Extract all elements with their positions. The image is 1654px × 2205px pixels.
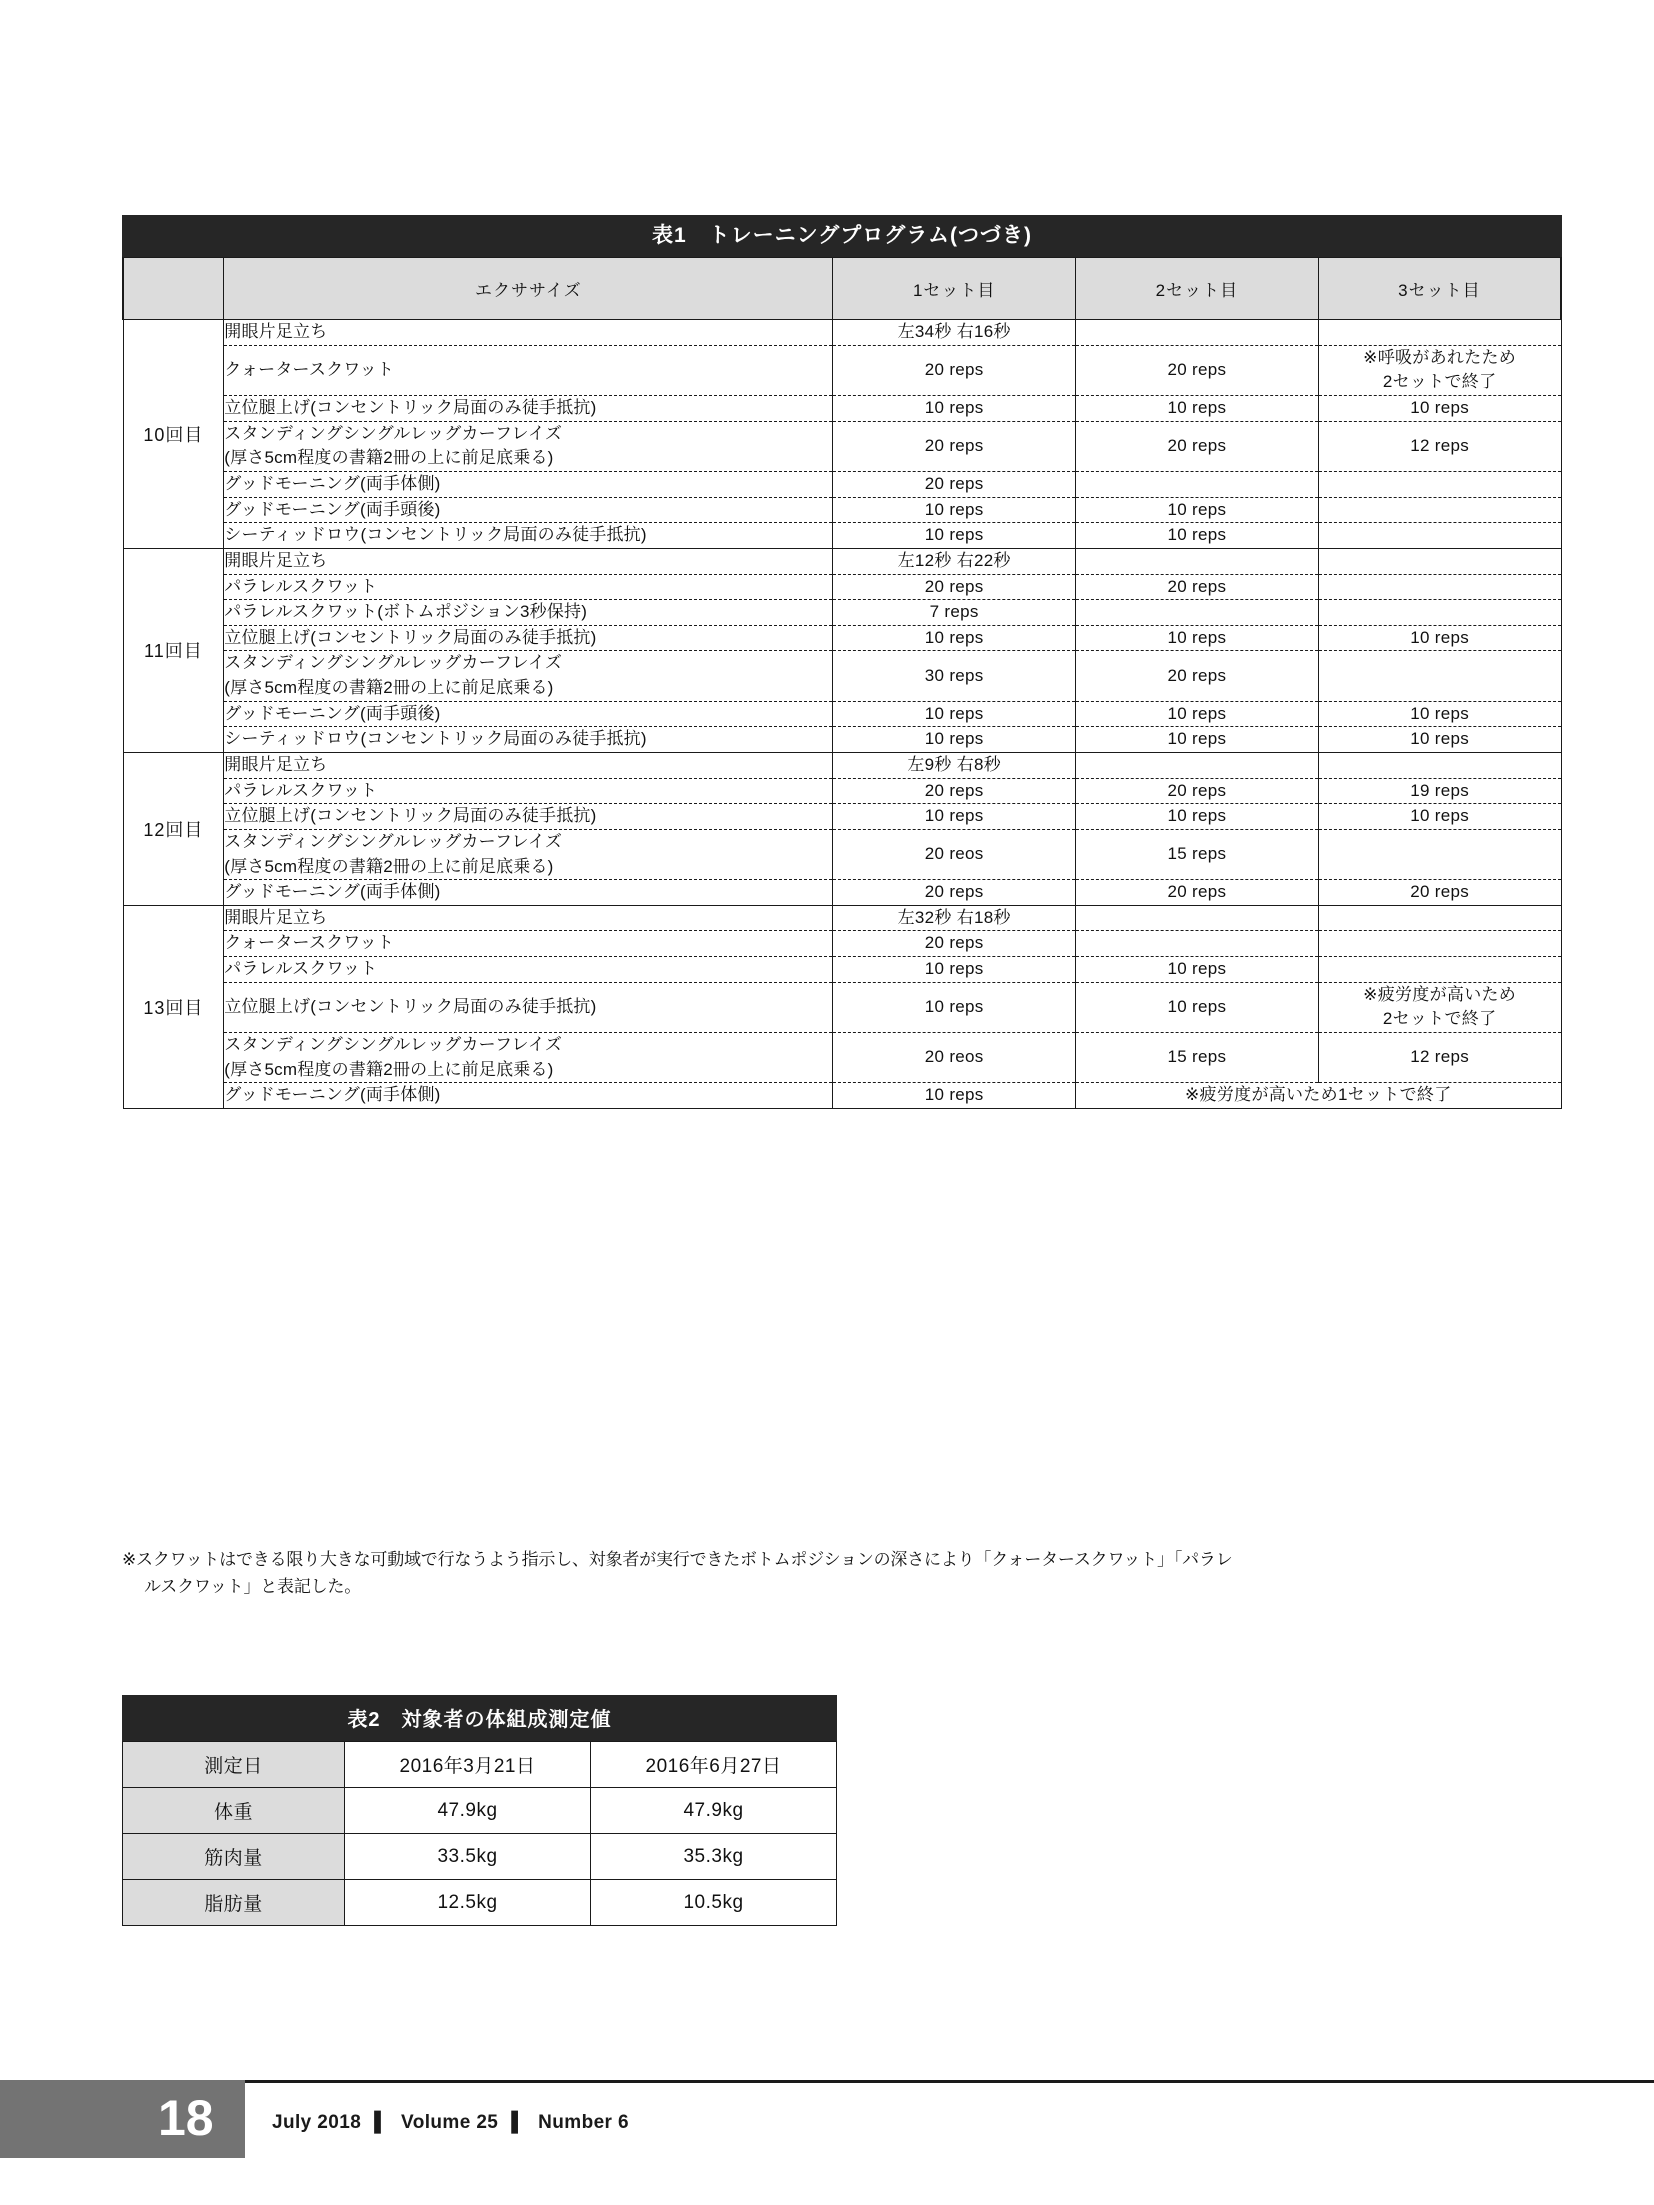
table1-set2-value: 15 reps [1076,829,1319,879]
table1-set1-value: 左12秒 右22秒 [833,548,1076,574]
table1-set1-value: 左34秒 右16秒 [833,320,1076,346]
table1-exercise-name: シーティッドロウ(コンセントリック局面のみ徒手抵抗) [224,727,833,753]
table1-row [123,548,1561,574]
table1-row [123,396,1561,422]
table1-set3-value [1318,574,1561,600]
footer-number: Number 6 [538,2112,629,2133]
table1-set3-value-line2: 2セットで終了 [1382,372,1497,392]
table1-set2-header: 2セット目 [1076,258,1319,320]
table1-row [123,931,1561,957]
table1-row [123,880,1561,906]
table1-set1-value: 10 reps [833,497,1076,523]
table1-set2-value: 10 reps [1076,701,1319,727]
table2-row [123,1742,837,1788]
table1-row [123,804,1561,830]
table2-row [123,1788,837,1834]
table1-exercise-subtext: (厚さ5cm程度の書籍2冊の上に前足底乗る) [224,678,554,698]
table1-set3-value [1318,931,1561,957]
table1-exercise-name: 立位腿上げ(コンセントリック局面のみ徒手抵抗) [224,804,833,830]
table1 [122,257,1562,1109]
table2-title: 表2 対象者の体組成測定値 [122,1695,837,1741]
table1-exercise-name: 立位腿上げ(コンセントリック局面のみ徒手抵抗) [224,625,833,651]
table1-set3-value: 12 reps [1318,1033,1561,1083]
table1-set3-value [1318,497,1561,523]
table1-exercise-name: 開眼片足立ち [224,548,833,574]
table1-exercise-name: グッドモーニング(両手頭後) [224,497,833,523]
table1-set3-value [1318,320,1561,346]
table1-set1-value: 10 reps [833,804,1076,830]
page-number: 18 [158,2090,214,2146]
table1-row [123,320,1561,346]
table1-set1-value: 10 reps [833,982,1076,1032]
table1-set3-value: ※呼吸があれたため 2セットで終了 [1318,345,1561,395]
footer-citation [272,2112,629,2134]
table1-row [123,345,1561,395]
table2-value-col2: 35.3kg [591,1834,837,1880]
table1-set2-value [1076,905,1319,931]
table1-exercise-name: クォータースクワット [224,345,833,395]
footer-volume: Volume 25 [401,2112,499,2133]
footer-rule [245,2080,1654,2083]
table1-row [123,905,1561,931]
table1-set1-value: 10 reps [833,1083,1076,1109]
table1-set3-value-line2: 2セットで終了 [1382,1009,1497,1029]
table2-row-label: 筋肉量 [123,1834,345,1880]
table1-set1-value: 左32秒 右18秒 [833,905,1076,931]
table1-exercise-name: パラレルスクワット(ボトムポジション3秒保持) [224,600,833,626]
table1-set3-value [1318,471,1561,497]
table1-row [123,778,1561,804]
table1-set2-value: 10 reps [1076,396,1319,422]
table1-exercise-header: エクササイズ [224,258,833,320]
table1-exercise-name: グッドモーニング(両手体側) [224,1083,833,1109]
table1-row [123,1033,1561,1083]
table1-set2-value: 10 reps [1076,497,1319,523]
table1-set2-value: 20 reps [1076,574,1319,600]
table1-exercise-name: グッドモーニング(両手頭後) [224,701,833,727]
table1-exercise-name: スタンディングシングルレッグカーフレイズ (厚さ5cm程度の書籍2冊の上に前足底乗る) [224,421,833,471]
table1-set2-value: 20 reps [1076,421,1319,471]
table2-value-col1: 2016年3月21日 [345,1742,591,1788]
table1-exercise-name: スタンディングシングルレッグカーフレイズ (厚さ5cm程度の書籍2冊の上に前足底乗る) [224,829,833,879]
table1-set3-value [1318,905,1561,931]
table1-row [123,574,1561,600]
table1-set1-value: 30 reps [833,651,1076,701]
table1-set1-value: 20 reps [833,931,1076,957]
table1-set2-value [1076,471,1319,497]
table1-set2-value: 10 reps [1076,804,1319,830]
table1-session-label: 10回目 [123,320,224,549]
table2-container [122,1695,837,1926]
table1-exercise-name: 立位腿上げ(コンセントリック局面のみ徒手抵抗) [224,982,833,1032]
table1-set3-value: 10 reps [1318,727,1561,753]
table1-set1-value: 10 reps [833,701,1076,727]
table1-set1-value: 10 reps [833,523,1076,549]
table1-exercise-name: パラレルスクワット [224,778,833,804]
table1-set1-value: 20 reps [833,880,1076,906]
footer-date: July 2018 [272,2112,362,2133]
table1-set1-value: 20 reos [833,1033,1076,1083]
table1-row [123,752,1561,778]
table1-set2-value [1076,600,1319,626]
table1-set3-value: 20 reps [1318,880,1561,906]
table1-set3-value [1318,829,1561,879]
table2-value-col2: 2016年6月27日 [591,1742,837,1788]
table2 [122,1741,837,1926]
table1-set3-value [1318,752,1561,778]
table1-row [123,829,1561,879]
table1-note-merged: ※疲労度が高いため1セットで終了 [1076,1083,1561,1109]
table1-row [123,421,1561,471]
footnote-line-2: ルスクワット」と表記した。 [144,1577,362,1597]
table1-set2-value [1076,752,1319,778]
table1-set1-value: 10 reps [833,625,1076,651]
table2-row-label: 脂肪量 [123,1880,345,1926]
table1-set1-value: 10 reps [833,727,1076,753]
table1-set3-value: 10 reps [1318,396,1561,422]
table1-set1-value: 20 reps [833,574,1076,600]
table1-row [123,701,1561,727]
table1-row [123,1083,1561,1109]
table1-session-label: 12回目 [123,752,224,905]
table1-set1-value: 20 reps [833,421,1076,471]
table1-exercise-name: スタンディングシングルレッグカーフレイズ (厚さ5cm程度の書籍2冊の上に前足底乗る) [224,651,833,701]
table1-container [122,215,1562,1109]
table1-set3-value: ※疲労度が高いため 2セットで終了 [1318,982,1561,1032]
table1-set2-value: 10 reps [1076,957,1319,983]
table1-row [123,727,1561,753]
table1-row [123,651,1561,701]
table1-exercise-name: パラレルスクワット [224,957,833,983]
table1-exercise-name: グッドモーニング(両手体側) [224,471,833,497]
table1-row [123,982,1561,1032]
table1-header-row [123,258,1561,320]
table1-set3-header: 3セット目 [1318,258,1561,320]
table1-set2-value [1076,320,1319,346]
table1-exercise-name: グッドモーニング(両手体側) [224,880,833,906]
table1-set2-value [1076,931,1319,957]
table2-row-label: 体重 [123,1788,345,1834]
table1-set1-value: 20 reos [833,829,1076,879]
footer-separator-1-icon: ▌ [374,2112,389,2133]
table1-exercise-name: 立位腿上げ(コンセントリック局面のみ徒手抵抗) [224,396,833,422]
table1-session-label: 11回目 [123,548,224,752]
table1-title: 表1 トレーニングプログラム(つづき) [122,215,1562,257]
table1-set3-value [1318,651,1561,701]
table1-exercise-name: パラレルスクワット [224,574,833,600]
table1-set2-value: 20 reps [1076,345,1319,395]
table2-value-col2: 10.5kg [591,1880,837,1926]
table1-set3-value [1318,523,1561,549]
table1-row [123,523,1561,549]
table1-row [123,497,1561,523]
table2-row [123,1834,837,1880]
table1-set1-value: 10 reps [833,396,1076,422]
table1-row [123,471,1561,497]
table2-value-col1: 33.5kg [345,1834,591,1880]
table2-value-col1: 47.9kg [345,1788,591,1834]
table1-exercise-name: クォータースクワット [224,931,833,957]
table1-set1-header: 1セット目 [833,258,1076,320]
table1-exercise-subtext: (厚さ5cm程度の書籍2冊の上に前足底乗る) [224,448,554,468]
table1-set1-value: 7 reps [833,600,1076,626]
table1-set1-value: 20 reps [833,471,1076,497]
table1-set3-value [1318,600,1561,626]
table1-set3-value [1318,957,1561,983]
table1-set2-value: 15 reps [1076,1033,1319,1083]
table1-exercise-name: 開眼片足立ち [224,905,833,931]
table1-session-header [123,258,224,320]
table1-set3-value [1318,548,1561,574]
table1-exercise-name: スタンディングシングルレッグカーフレイズ (厚さ5cm程度の書籍2冊の上に前足底乗る) [224,1033,833,1083]
table1-set2-value: 20 reps [1076,651,1319,701]
table1-row [123,957,1561,983]
table1-set2-value: 10 reps [1076,982,1319,1032]
table1-exercise-name: 開眼片足立ち [224,752,833,778]
table1-set3-value: 10 reps [1318,804,1561,830]
table1-set3-value: 19 reps [1318,778,1561,804]
table1-session-label: 13回目 [123,905,224,1108]
table1-exercise-name: 開眼片足立ち [224,320,833,346]
footer-separator-2-icon: ▌ [511,2112,526,2133]
table2-row-label: 測定日 [123,1742,345,1788]
table1-set2-value: 20 reps [1076,778,1319,804]
footnote-line-1: ※スクワットはできる限り大きな可動域で行なうよう指示し、対象者が実行できたボトムポジションの深さにより「クォータースクワット」「パラレ [122,1550,1233,1569]
table1-exercise-name: シーティッドロウ(コンセントリック局面のみ徒手抵抗) [224,523,833,549]
table1-set1-value: 左9秒 右8秒 [833,752,1076,778]
table1-footnote [122,1546,1572,1600]
table1-set2-value: 20 reps [1076,880,1319,906]
table1-exercise-subtext: (厚さ5cm程度の書籍2冊の上に前足底乗る) [224,856,554,876]
table1-exercise-subtext: (厚さ5cm程度の書籍2冊の上に前足底乗る) [224,1059,554,1079]
table1-row [123,600,1561,626]
table1-set1-value: 10 reps [833,957,1076,983]
table1-set1-value: 20 reps [833,345,1076,395]
table2-value-col2: 47.9kg [591,1788,837,1834]
table2-value-col1: 12.5kg [345,1880,591,1926]
table2-row [123,1880,837,1926]
table1-set3-value: 10 reps [1318,625,1561,651]
table1-set3-value: 12 reps [1318,421,1561,471]
table1-row [123,625,1561,651]
table1-set2-value: 10 reps [1076,727,1319,753]
table1-set3-value: 10 reps [1318,701,1561,727]
table1-set2-value: 10 reps [1076,625,1319,651]
table1-set2-value [1076,548,1319,574]
table1-set1-value: 20 reps [833,778,1076,804]
table1-set2-value: 10 reps [1076,523,1319,549]
